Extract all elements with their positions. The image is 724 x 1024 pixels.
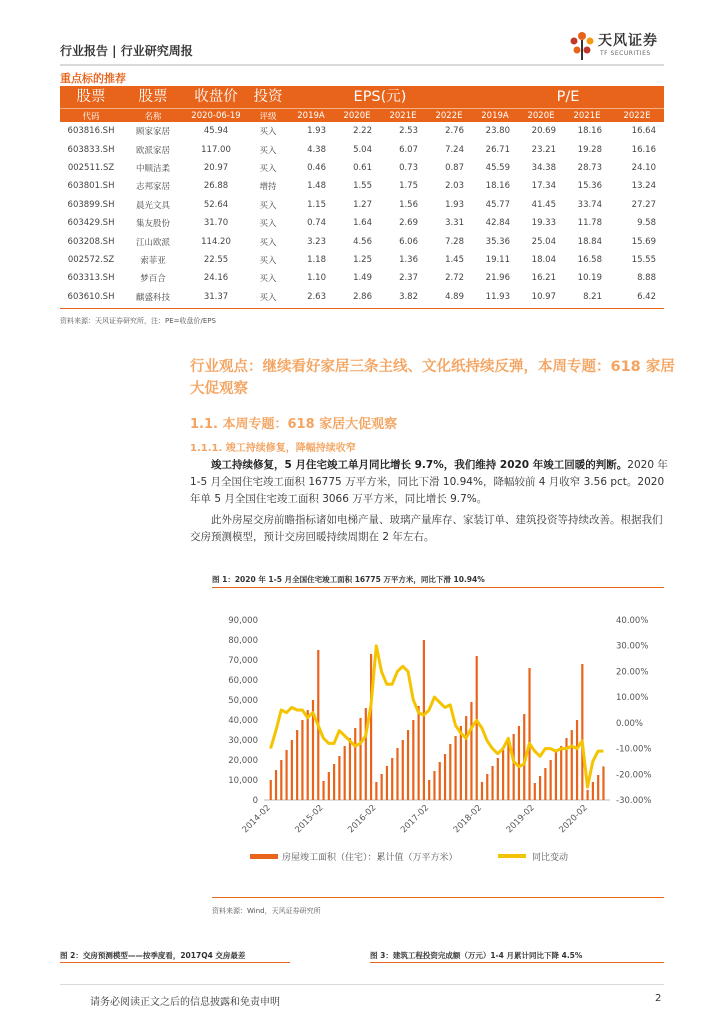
table-cell: 10.97	[531, 291, 556, 302]
area-bar	[534, 783, 536, 800]
table-cell: 1.75	[399, 181, 418, 192]
col-subheader: 评级	[248, 109, 288, 123]
y-left-tick-label: 20,000	[228, 756, 258, 766]
table-cell: 2.03	[445, 181, 464, 192]
table-cell: 28.73	[577, 162, 602, 173]
area-bar	[386, 766, 388, 800]
table-cell: 603816.SH	[67, 126, 115, 137]
table-row	[60, 122, 664, 140]
header-divider	[60, 64, 664, 66]
table-cell: 1.10	[307, 273, 326, 284]
col-header: 投资	[248, 86, 288, 109]
table-cell: 34.38	[531, 162, 556, 173]
table-cell: 3.82	[399, 291, 418, 302]
table-cell: 603899.SH	[67, 199, 115, 210]
area-bar	[296, 730, 298, 800]
table-cell: 603610.SH	[67, 291, 115, 302]
area-bar	[470, 702, 472, 800]
table-cell: 26.71	[485, 144, 510, 155]
table-cell: 45.77	[485, 199, 510, 210]
footer-disclaimer: 请务必阅读正文之后的信息披露和免责申明	[90, 997, 280, 1008]
area-bar	[328, 772, 330, 800]
area-bar	[454, 736, 456, 800]
table-cell: 4.89	[445, 291, 464, 302]
x-tick-label: 2020-02	[557, 803, 590, 836]
completion-area-chart	[212, 592, 664, 892]
x-tick-label: 2016-02	[346, 803, 379, 836]
table-cell: 买入	[259, 163, 277, 174]
table-row	[60, 232, 664, 250]
table-cell: 603208.SH	[67, 236, 115, 247]
table-cell: 1.15	[307, 199, 326, 210]
table-cell: 31.70	[203, 218, 229, 229]
col-subheader: 2021E	[380, 109, 426, 123]
table-cell: 15.69	[631, 236, 656, 247]
area-bar	[280, 760, 282, 800]
col-subheader: 2020-06-19	[184, 109, 248, 123]
table-row	[60, 177, 664, 195]
table-row	[60, 196, 664, 214]
x-tick-label: 2018-02	[451, 803, 485, 836]
table-cell: 6.42	[637, 291, 656, 302]
table-cell: 603313.SH	[67, 273, 115, 284]
table-cell: 6.06	[399, 236, 418, 247]
area-bar	[439, 762, 441, 800]
table-row	[60, 288, 664, 306]
table-row	[60, 140, 664, 158]
table-cell: 1.49	[353, 273, 372, 284]
table-row	[60, 214, 664, 232]
paragraph-1-text: 2020 年 1-5 月全国住宅竣工面积 16775 万平方米，同比下滑 10.94%，降幅较前 4 月收窄 3.56 pct。2020 年单 5 月全国住宅竣工面积 3066 万平方米，同比增长 9.7%。	[190, 459, 668, 505]
y-left-tick-label: 70,000	[228, 656, 258, 666]
area-bar	[544, 768, 546, 800]
legend-label-yoy: 同比变动	[532, 853, 569, 863]
yoy-change-line	[271, 646, 604, 787]
table-cell: 33.74	[577, 199, 602, 210]
area-bar	[576, 720, 578, 800]
table-cell: 8.88	[637, 273, 656, 284]
area-bar	[418, 706, 420, 800]
table-row	[60, 251, 664, 269]
area-bar	[423, 640, 425, 800]
area-bar	[476, 656, 478, 800]
table-section-label: 重点标的推荐	[60, 72, 126, 85]
table-cell: 志邦家居	[135, 182, 170, 193]
table-cell: 7.28	[445, 236, 464, 247]
area-bar	[571, 730, 573, 800]
area-bar	[491, 766, 493, 800]
area-bar	[354, 728, 356, 800]
area-bar	[555, 752, 557, 800]
area-bar	[407, 730, 409, 800]
table-cell: 20.69	[531, 126, 556, 137]
table-header-row-2	[60, 109, 664, 123]
figure-1-title: 图 1：2020 年 1-5 月全国住宅竣工面积 16775 万平方米，同比下滑 10.94%	[212, 575, 485, 584]
figure-1-bottom-rule	[212, 897, 664, 898]
area-bar	[333, 764, 335, 800]
col-header: 股票	[60, 86, 122, 109]
area-bar	[402, 740, 404, 800]
area-bar	[381, 774, 383, 800]
table-cell: 002511.SZ	[67, 162, 115, 173]
area-bar	[285, 750, 287, 800]
table-cell: 1.27	[353, 199, 372, 210]
y-right-tick-label: -20.00%	[616, 770, 652, 781]
figure-3-title: 图 3：建筑工程投资完成额（万元）1-4 月累计同比下降 4.5%	[370, 951, 583, 960]
col-subheader: 代码	[60, 109, 122, 123]
x-tick-label: 2014-02	[240, 803, 273, 836]
table-header-row-1	[60, 86, 664, 109]
table-cell: 11.93	[485, 291, 510, 302]
table-cell: 0.61	[353, 162, 372, 173]
area-bar	[349, 738, 351, 800]
area-bar	[481, 782, 483, 800]
y-left-tick-label: 30,000	[228, 736, 258, 746]
table-cell: 2.63	[307, 291, 326, 302]
legend-label-area: 房屋竣工面积（住宅）：累计值（万平方米）	[282, 853, 458, 863]
area-bar	[370, 654, 372, 800]
tf-securities-logo-icon	[566, 28, 598, 62]
table-cell: 18.16	[577, 126, 602, 137]
area-bar	[428, 780, 430, 800]
table-source-note: 资料来源：天风证券研究所，注：PE=收盘价/EPS	[60, 317, 216, 325]
table-row	[60, 269, 664, 287]
table-cell: 20.97	[203, 162, 229, 173]
table-cell: 1.18	[307, 254, 326, 265]
table-cell: 23.21	[531, 144, 556, 155]
figure-2-title: 图 2：交房预测模型——按季度看，2017Q4 交房最差	[60, 951, 246, 960]
table-cell: 24.10	[631, 162, 656, 173]
table-cell: 2.72	[445, 273, 464, 284]
table-cell: 买入	[259, 200, 277, 211]
table-cell: 45.94	[203, 126, 229, 137]
col-header: 收盘价	[184, 86, 248, 109]
table-bottom-rule	[60, 308, 664, 309]
table-cell: 1.93	[445, 199, 464, 210]
table-cell: 18.04	[531, 254, 556, 265]
table-cell: 11.78	[577, 218, 602, 229]
area-bar	[412, 720, 414, 800]
table-cell: 16.16	[631, 144, 656, 155]
area-bar	[581, 664, 583, 800]
area-bar	[497, 758, 499, 800]
table-cell: 19.33	[531, 218, 556, 229]
section-heading-1: 行业观点：继续看好家居三条主线、文化纸持续反弹，本周专题：618 家居大促观察	[190, 359, 675, 397]
page-number: 2	[655, 993, 662, 1004]
area-bar	[270, 780, 272, 800]
table-cell: 16.21	[531, 273, 556, 284]
area-bar	[391, 758, 393, 800]
col-header-eps: EPS(元)	[288, 86, 472, 109]
y-right-tick-label: 20.00%	[616, 667, 649, 678]
col-subheader: 2022E	[426, 109, 472, 123]
table-cell: 19.28	[577, 144, 602, 155]
area-bar	[322, 781, 324, 800]
table-cell: 5.04	[353, 144, 372, 155]
col-subheader: 2021E	[564, 109, 610, 123]
logo-text-en: TF SECURITIES	[600, 50, 651, 57]
table-cell: 晨光文具	[135, 200, 170, 211]
table-cell: 27.27	[631, 199, 656, 210]
x-tick-label: 2015-02	[293, 803, 326, 836]
table-cell: 117.00	[201, 144, 231, 155]
area-bar	[307, 710, 309, 800]
area-bar	[449, 744, 451, 800]
y-left-tick-label: 10,000	[228, 776, 258, 786]
area-bar	[375, 782, 377, 800]
figure-2-rule	[60, 962, 290, 963]
y-left-tick-label: 80,000	[228, 636, 258, 646]
table-cell: 梦百合	[140, 274, 166, 285]
area-bar	[433, 771, 435, 800]
figure-1-source: 资料来源：Wind，天风证券研究所	[212, 907, 321, 915]
area-bar	[396, 748, 398, 800]
table-cell: 9.58	[637, 218, 656, 229]
table-row	[60, 159, 664, 177]
footer-divider	[60, 984, 664, 985]
table-cell: 16.58	[577, 254, 602, 265]
table-cell: 买入	[259, 255, 277, 266]
paragraph-2: 此外房屋交房前瞻指标诸如电梯产量、玻璃产量库存、家装订单、建筑投资等持续改善。根据我们交房预测模型，预计交房回暖持续周期在 2 年左右。	[190, 514, 663, 543]
paragraph-1-bold: 竣工持续修复，5 月住宅竣工单月同比增长 9.7%，我们维持 2020 年竣工回暖的判断。	[211, 459, 628, 471]
legend-swatch-area	[250, 854, 278, 859]
table-cell: 4.38	[307, 144, 326, 155]
y-left-tick-label: 90,000	[228, 616, 258, 626]
col-subheader: 2019A	[472, 109, 518, 123]
table-cell: 买入	[259, 292, 277, 303]
col-subheader: 2019A	[288, 109, 334, 123]
area-bar	[344, 746, 346, 800]
area-bar	[602, 766, 604, 800]
figure-3-rule	[370, 962, 664, 963]
table-cell: 25.04	[531, 236, 556, 247]
area-bar	[560, 746, 562, 800]
table-cell: 集友股份	[135, 219, 170, 230]
legend-swatch-yoy	[498, 854, 526, 858]
table-cell: 42.84	[485, 218, 510, 229]
col-header: 股票	[122, 86, 184, 109]
area-bar	[301, 720, 303, 800]
col-header-pe: P/E	[472, 86, 664, 109]
table-cell: 3.23	[307, 236, 326, 247]
x-tick-label: 2019-02	[504, 803, 537, 836]
table-cell: 2.22	[353, 126, 372, 137]
col-subheader: 2020E	[518, 109, 564, 123]
table-cell: 26.88	[203, 181, 229, 192]
area-bar	[518, 726, 520, 800]
report-header-title: 行业报告 | 行业研究周报	[60, 44, 193, 58]
paragraph-1	[190, 457, 668, 508]
y-right-tick-label: 40.00%	[616, 616, 649, 626]
table-cell: 买入	[259, 145, 277, 156]
y-left-tick-label: 40,000	[228, 716, 258, 726]
table-cell: 22.55	[203, 254, 229, 265]
table-cell: 2.86	[353, 291, 372, 302]
area-bar	[275, 770, 277, 800]
table-cell: 0.46	[307, 162, 326, 173]
table-cell: 1.48	[307, 181, 326, 192]
table-cell: 欧派家居	[135, 145, 170, 156]
table-cell: 23.80	[485, 126, 510, 137]
table-cell: 1.56	[399, 199, 418, 210]
table-cell: 买入	[259, 274, 277, 285]
figure-1-top-rule	[212, 587, 664, 588]
area-bar	[513, 734, 515, 800]
area-bar	[539, 776, 541, 800]
area-bar	[507, 742, 509, 800]
y-right-tick-label: -10.00%	[616, 744, 652, 755]
table-cell: 1.93	[307, 126, 326, 137]
table-cell: 买入	[259, 219, 277, 230]
table-cell: 603801.SH	[67, 181, 115, 192]
area-bar	[359, 718, 361, 800]
table-cell: 1.55	[353, 181, 372, 192]
area-bar	[338, 756, 340, 800]
table-cell: 17.34	[531, 181, 556, 192]
table-cell: 6.07	[399, 144, 418, 155]
table-cell: 19.11	[485, 254, 510, 265]
table-cell: 2.76	[445, 126, 464, 137]
area-bar	[550, 760, 552, 800]
y-left-tick-label: 50,000	[228, 696, 258, 706]
table-cell: 002572.SZ	[67, 254, 115, 265]
table-cell: 1.45	[445, 254, 464, 265]
area-bar	[465, 716, 467, 800]
y-right-tick-label: 30.00%	[616, 641, 649, 652]
area-bar	[592, 782, 594, 800]
table-cell: 0.87	[445, 162, 464, 173]
logo-text-cn: 天风证券	[598, 33, 658, 49]
table-cell: 31.37	[203, 291, 229, 302]
table-cell: 中顺洁柔	[135, 163, 170, 174]
table-cell: 603833.SH	[67, 144, 115, 155]
x-tick-label: 2017-02	[399, 803, 432, 836]
table-cell: 8.21	[583, 291, 602, 302]
area-bar	[587, 790, 589, 800]
table-cell: 4.56	[353, 236, 372, 247]
table-cell: 52.64	[203, 199, 229, 210]
table-cell: 41.45	[531, 199, 556, 210]
table-cell: 江山欧派	[135, 237, 170, 248]
table-cell: 7.24	[445, 144, 464, 155]
table-cell: 顾家家居	[135, 127, 170, 138]
area-bar	[528, 668, 530, 800]
table-cell: 603429.SH	[67, 218, 115, 229]
y-left-tick-label: 0	[252, 796, 258, 806]
area-bar	[486, 774, 488, 800]
section-heading-2: 1.1. 本周专题：618 家居大促观察	[190, 417, 398, 432]
table-cell: 索菲亚	[140, 255, 166, 266]
y-right-tick-label: 10.00%	[616, 693, 649, 704]
table-cell: 买入	[259, 237, 277, 248]
area-bar	[597, 775, 599, 800]
y-right-tick-label: -30.00%	[616, 796, 652, 806]
table-cell: 2.69	[399, 218, 418, 229]
table-cell: 麒盛科技	[135, 292, 170, 303]
area-bar	[291, 740, 293, 800]
table-cell: 买入	[259, 127, 277, 138]
table-cell: 1.64	[353, 218, 372, 229]
section-heading-3: 1.1.1. 竣工持续修复，降幅持续收窄	[190, 443, 356, 454]
table-cell: 0.74	[307, 218, 326, 229]
table-cell: 10.19	[577, 273, 602, 284]
table-cell: 35.36	[485, 236, 510, 247]
area-bar	[502, 750, 504, 800]
table-cell: 16.64	[631, 126, 656, 137]
col-subheader: 名称	[122, 109, 184, 123]
table-cell: 1.25	[353, 254, 372, 265]
col-subheader: 2022E	[610, 109, 664, 123]
table-cell: 0.73	[399, 162, 418, 173]
table-cell: 45.59	[485, 162, 510, 173]
table-cell: 1.36	[399, 254, 418, 265]
table-cell: 3.31	[445, 218, 464, 229]
y-right-tick-label: 0.00%	[616, 718, 644, 729]
table-cell: 13.24	[631, 181, 656, 192]
table-cell: 21.96	[485, 273, 510, 284]
area-bar	[460, 726, 462, 800]
table-cell: 2.53	[399, 126, 418, 137]
table-cell: 114.20	[201, 236, 231, 247]
table-cell: 2.37	[399, 273, 418, 284]
table-cell: 18.84	[577, 236, 602, 247]
col-subheader: 2020E	[334, 109, 380, 123]
table-cell: 15.55	[631, 254, 656, 265]
area-bar	[444, 754, 446, 800]
table-cell: 15.36	[577, 181, 602, 192]
table-cell: 增持	[259, 182, 277, 193]
table-cell: 18.16	[485, 181, 510, 192]
recommendation-table	[60, 86, 664, 306]
y-left-tick-label: 60,000	[228, 676, 258, 686]
table-cell: 24.16	[203, 273, 229, 284]
